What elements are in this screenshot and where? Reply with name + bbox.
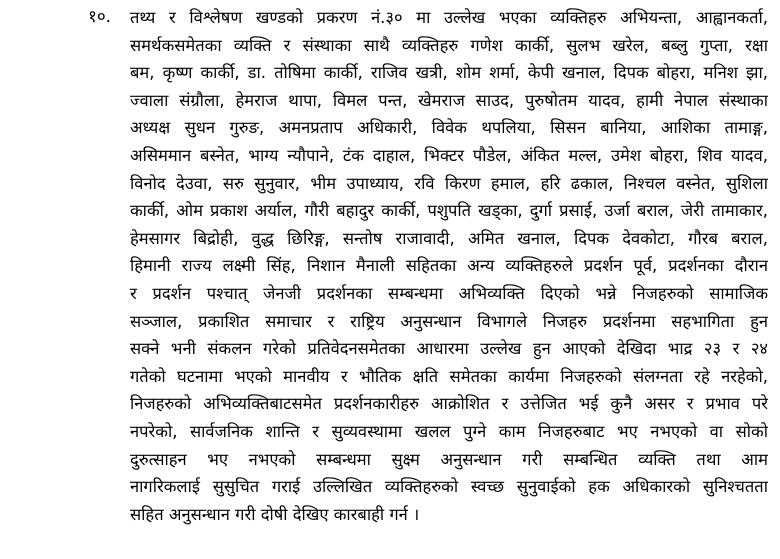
text-line: कार्की, ओम प्रकाश अर्याल, गौरी बहादुर कार्की, पशुपति खड्का, दुर्गा प्रसाई, उर्जा बराल, जेरी तामाकार, bbox=[130, 201, 768, 221]
text-line: असिममान बस्नेत, भाग्य न्यौपाने, टंक दाहाल, भिक्टर पौडेल, अंकित मल्ल, उमेश बोहरा, शिव यादव, bbox=[130, 145, 768, 165]
text-line: अध्यक्ष सुधन गुरुङ, अमनप्रताप अधिकारी, विवेक थपलिया, सिसन बानिया, आशिका तामाङ्ग, bbox=[130, 118, 768, 138]
text-line: नागरिकलाई सुसुचित गराई उल्लिखित व्यक्तिहरुको स्वच्छ सुनुवाईको हक अधिकारको सुनिश्चतता bbox=[130, 477, 768, 497]
paragraph bbox=[130, 4, 768, 528]
text-line: समर्थकसमेतका व्यक्ति र संस्थाका साथै व्यक्तिहरु गणेश कार्की, सुलभ खरेल, बब्लु गुप्ता, रक्षा bbox=[130, 35, 768, 55]
text-line: हिमानी राज्य लक्ष्मी सिंह, निशान मैनाली सहितका अन्य व्यक्तिहरुले प्रदर्शन पूर्व, प्रदर्शनका दौरान bbox=[130, 256, 768, 276]
text-line: दुरुत्साहन भए नभएको सम्बन्धमा सुक्ष्म अनुसन्धान गरी सम्बन्धित व्यक्ति तथा आम bbox=[130, 449, 768, 469]
text-line: बम, कृष्ण कार्की, डा. तोषिमा कार्की, राजिव खत्री, शोम शर्मा, केपी खनाल, दिपक बोहरा, मनिश झा, bbox=[130, 63, 768, 83]
text-line: तथ्य र विश्लेषण खण्डको प्रकरण नं.३० मा उल्लेख भएका व्यक्तिहरु अभियन्ता, आह्वानकर्ता, bbox=[130, 8, 768, 27]
text-line: विनोद देउवा, सरु सुनुवार, भीम उपाध्याय, रवि किरण हमाल, हरि ढकाल, निश्चल वस्नेत, सुशिला bbox=[130, 173, 768, 193]
text-line: हेमसागर बिद्रोही, वुद्ध छिरिङ्ग, सन्तोष राजावादी, अमित खनाल, दिपक देवकोटा, गौरब बराल, bbox=[130, 228, 768, 248]
text-line: निजहरुको अभिव्यक्तिबाटसमेत प्रदर्शनकारीहरु आक्रोशित र उत्तेजित भई कुनै असर र प्रभाव परे bbox=[130, 394, 768, 414]
text-line: नपरेको, सार्वजनिक शान्ति र सुव्यवस्थामा खलल पुग्ने काम निजहरुबाट भए नभएको वा सोको bbox=[130, 421, 768, 441]
text-line: र प्रदर्शन पश्चात् जेनजी प्रदर्शनका सम्बन्धमा अभिव्यक्ति दिएको भन्ने निजहरुको सामाजिक bbox=[130, 283, 768, 303]
text-line: ज्वाला संग्रौला, हेमराज थापा, विमल पन्त, खेमराज साउद, पुरुषोतम यादव, हामी नेपाल संस्थाका bbox=[130, 90, 768, 110]
text-line: सहित अनुसन्धान गरी दोषी देखिए कारबाही गर्न । bbox=[130, 504, 420, 524]
text-line: सक्ने भनी संकलन गरेको प्रतिवेदनसमेतका आधारमा उल्लेख हुन आएको देखिदा भाद्र २३ र २४ bbox=[130, 339, 768, 359]
item-number: १०. bbox=[88, 7, 112, 27]
text-line: गतेको घटनामा भएको मानवीय र भौतिक क्षति समेतका कार्यमा निजहरुको संलग्नता रहे नरहेको, bbox=[130, 366, 768, 386]
text-line: सञ्जाल, प्रकाशित समाचार र राष्ट्रिय अनुसन्धान विभागले निजहरु प्रदर्शनमा सहभागिता हुन bbox=[130, 311, 768, 331]
